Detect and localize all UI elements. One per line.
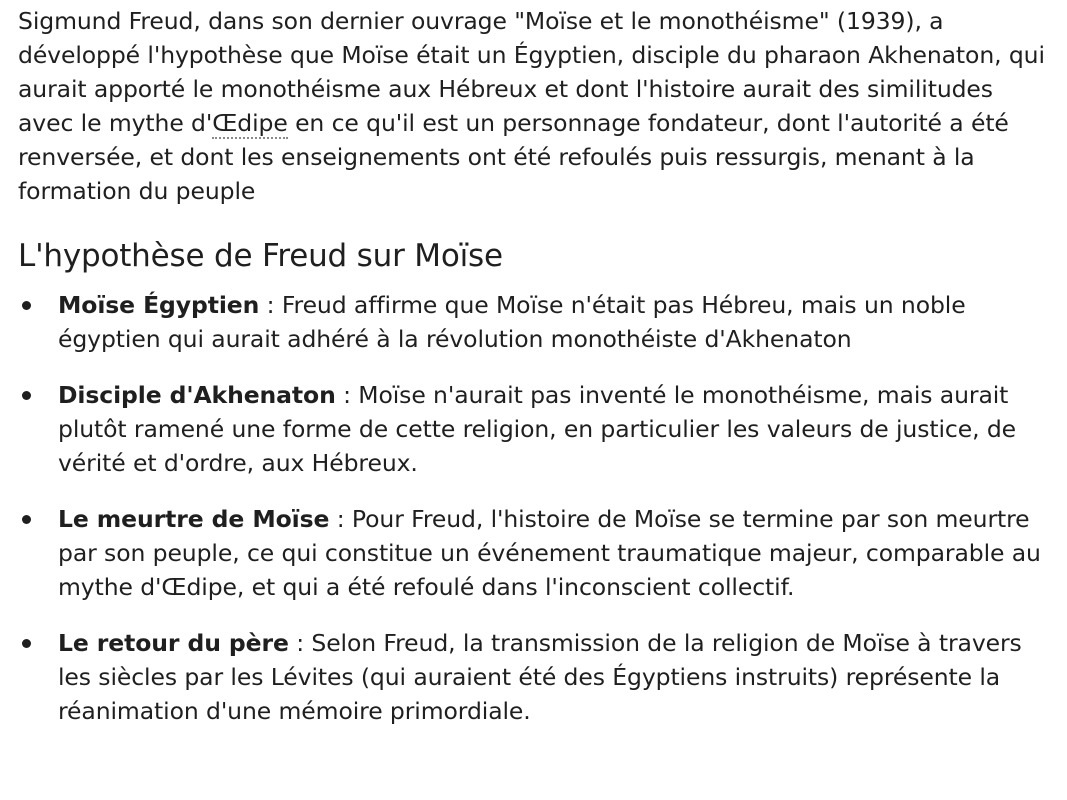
list-item-text: : Pour Freud, l'histoire de Moïse se termine par son meurtre par son peuple, ce qui constitue un événement traumatique majeur, comparable au mythe d'Œdipe, et qui a été refoulé dans l'inconscient collectif. <box>58 505 1041 601</box>
list-item-term: Moïse Égyptien <box>58 291 260 319</box>
list-item-meurtre <box>18 502 1049 604</box>
list-item-term: Le retour du père <box>58 629 289 657</box>
list-item-disciple <box>18 378 1049 480</box>
list-item-term: Le meurtre de Moïse <box>58 505 330 533</box>
list-item-moise-egyptien <box>18 288 1049 356</box>
intro-paragraph <box>18 4 1049 208</box>
bullet-icon <box>22 639 31 648</box>
intro-text-end: en ce qu'il est un personnage fondateur, dont l'autorité a été renversée, et dont les enseignements ont été refoulés puis ressurgis, menant à la formation du peuple <box>18 109 1009 205</box>
hypothesis-list <box>18 288 1049 728</box>
list-item-text: : Moïse n'aurait pas inventé le monothéisme, mais aurait plutôt ramené une forme de cette religion, en particulier les valeurs de justice, de vérité et d'ordre, aux Hébreux. <box>58 381 1017 477</box>
list-item-retour <box>18 626 1049 728</box>
bullet-icon <box>22 301 31 310</box>
bullet-icon <box>22 391 31 400</box>
oedipe-link[interactable]: Œdipe <box>212 109 288 137</box>
list-item-text: : Selon Freud, la transmission de la religion de Moïse à travers les siècles par les Lévites (qui auraient été des Égyptiens instruits) représente la réanimation d'une mémoire primordiale. <box>58 629 1022 725</box>
list-item-term: Disciple d'Akhenaton <box>58 381 336 409</box>
list-item-text: : Freud affirme que Moïse n'était pas Hébreu, mais un noble égyptien qui aurait adhéré à la révolution monothéiste d'Akhenaton <box>58 291 966 353</box>
section-heading: L'hypothèse de Freud sur Moïse <box>18 238 503 274</box>
intro-text-start: Sigmund Freud, dans son dernier ouvrage "Moïse et le monothéisme" (1939), a développé l'hypothèse que Moïse était un Égyptien, disciple du pharaon Akhenaton, qui aurait apporté le monothéisme aux Hébreux et dont l'histoire aurait des similitudes avec le mythe d' <box>18 7 1045 137</box>
bullet-icon <box>22 515 31 524</box>
